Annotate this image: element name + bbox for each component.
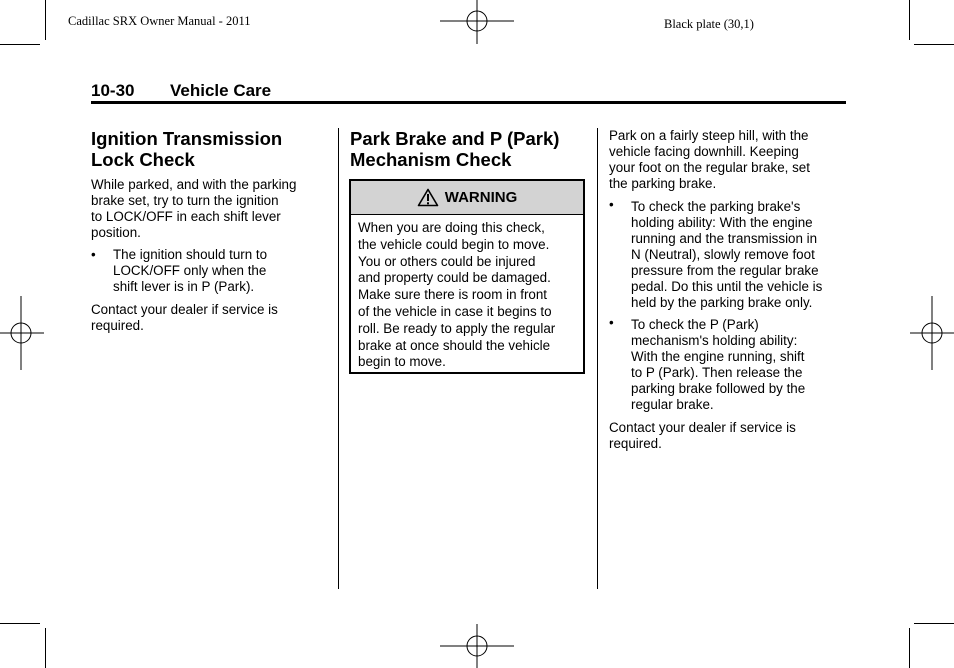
heading-line: Park Brake and P (Park) [350, 128, 560, 149]
text-line: running and the transmission in [631, 231, 818, 246]
plate-slug: Black plate (30,1) [664, 17, 754, 31]
text-line: Contact your dealer if service is [91, 302, 278, 317]
text-line: pedal. Do this until the vehicle is [631, 279, 823, 294]
text-line: roll. Be ready to apply the regular [358, 320, 556, 336]
text-line: Contact your dealer if service is [609, 420, 796, 435]
text-line: shift lever is in P (Park). [113, 279, 255, 294]
bullet-glyph: • [609, 197, 614, 212]
heading-line: Mechanism Check [350, 149, 512, 170]
crop-mark [0, 44, 40, 45]
heading-line: Lock Check [91, 149, 195, 170]
text-line: required. [91, 318, 144, 333]
text-line: To check the P (Park) [631, 317, 759, 332]
warning-label: WARNING [444, 189, 518, 206]
bullet-glyph: • [91, 247, 96, 262]
text-line: You or others could be injured [358, 253, 536, 269]
text-line: The ignition should turn to [113, 247, 268, 262]
text-line: LOCK/OFF only when the [113, 263, 267, 278]
list-item-text [631, 199, 822, 311]
section-title: Vehicle Care [170, 81, 272, 100]
text-line: the vehicle could begin to move. [358, 236, 550, 252]
crop-mark [914, 623, 954, 624]
crop-mark [45, 628, 46, 668]
crop-mark [45, 0, 46, 40]
list-item-text [113, 247, 267, 295]
text-line: parking brake followed by the [631, 381, 806, 396]
bullet-glyph: • [609, 315, 614, 330]
text-line: holding ability: With the engine [631, 215, 813, 230]
paragraph [609, 420, 849, 452]
page-number: 10-30 [91, 81, 135, 100]
text-line: Park on a fairly steep hill, with the [609, 128, 809, 143]
text-line: N (Neutral), slowly remove foot [631, 247, 815, 262]
warning-text [358, 220, 582, 371]
text-line: mechanism's holding ability: [631, 333, 798, 348]
text-line: begin to move. [358, 354, 446, 370]
section-heading-ignition-lock [91, 128, 282, 170]
text-line: to P (Park). Then release the [631, 365, 803, 380]
list-item [609, 317, 849, 415]
text-line: Make sure there is room in front [358, 287, 548, 303]
text-line: held by the parking brake only. [631, 295, 813, 310]
text-line: the parking brake. [609, 176, 717, 191]
column-divider [597, 128, 598, 589]
column-divider [338, 128, 339, 589]
text-line: regular brake. [631, 397, 714, 412]
paragraph [609, 128, 849, 192]
text-line: vehicle facing downhill. Keeping [609, 144, 799, 159]
text-line: To check the parking brake's [631, 199, 801, 214]
crop-mark [914, 44, 954, 45]
registration-crosshair-icon [910, 296, 954, 370]
text-line: to LOCK/OFF in each shift lever [91, 209, 281, 224]
text-line: While parked, and with the parking [91, 177, 297, 192]
registration-crosshair-icon [0, 296, 44, 370]
heading-line: Ignition Transmission [91, 128, 283, 149]
text-line: pressure from the regular brake [631, 263, 819, 278]
list-item [91, 247, 331, 297]
manual-slug: Cadillac SRX Owner Manual - 2011 [68, 14, 251, 28]
text-line: your foot on the regular brake, set [609, 160, 810, 175]
warning-header [351, 181, 583, 215]
list-item-text [631, 317, 805, 413]
running-header [91, 81, 271, 101]
text-line: brake at once should the vehicle [358, 337, 551, 353]
crop-mark [909, 0, 910, 40]
text-line: position. [91, 225, 141, 240]
warning-triangle-icon [417, 188, 439, 207]
list-item [609, 199, 849, 313]
text-line: required. [609, 436, 662, 451]
paragraph [91, 302, 331, 334]
text-line: brake set, try to turn the ignition [91, 193, 279, 208]
registration-crosshair-icon [440, 0, 514, 44]
text-line: When you are doing this check, [358, 220, 545, 235]
text-line: With the engine running, shift [631, 349, 805, 364]
crop-mark [0, 623, 40, 624]
text-line: of the vehicle in case it begins to [358, 303, 552, 319]
crop-mark [909, 628, 910, 668]
paragraph [91, 177, 331, 241]
text-line: and property could be damaged. [358, 270, 551, 286]
header-rule [91, 101, 846, 104]
registration-crosshair-icon [440, 624, 514, 668]
warning-box [349, 179, 585, 374]
section-heading-park-brake [350, 128, 559, 170]
